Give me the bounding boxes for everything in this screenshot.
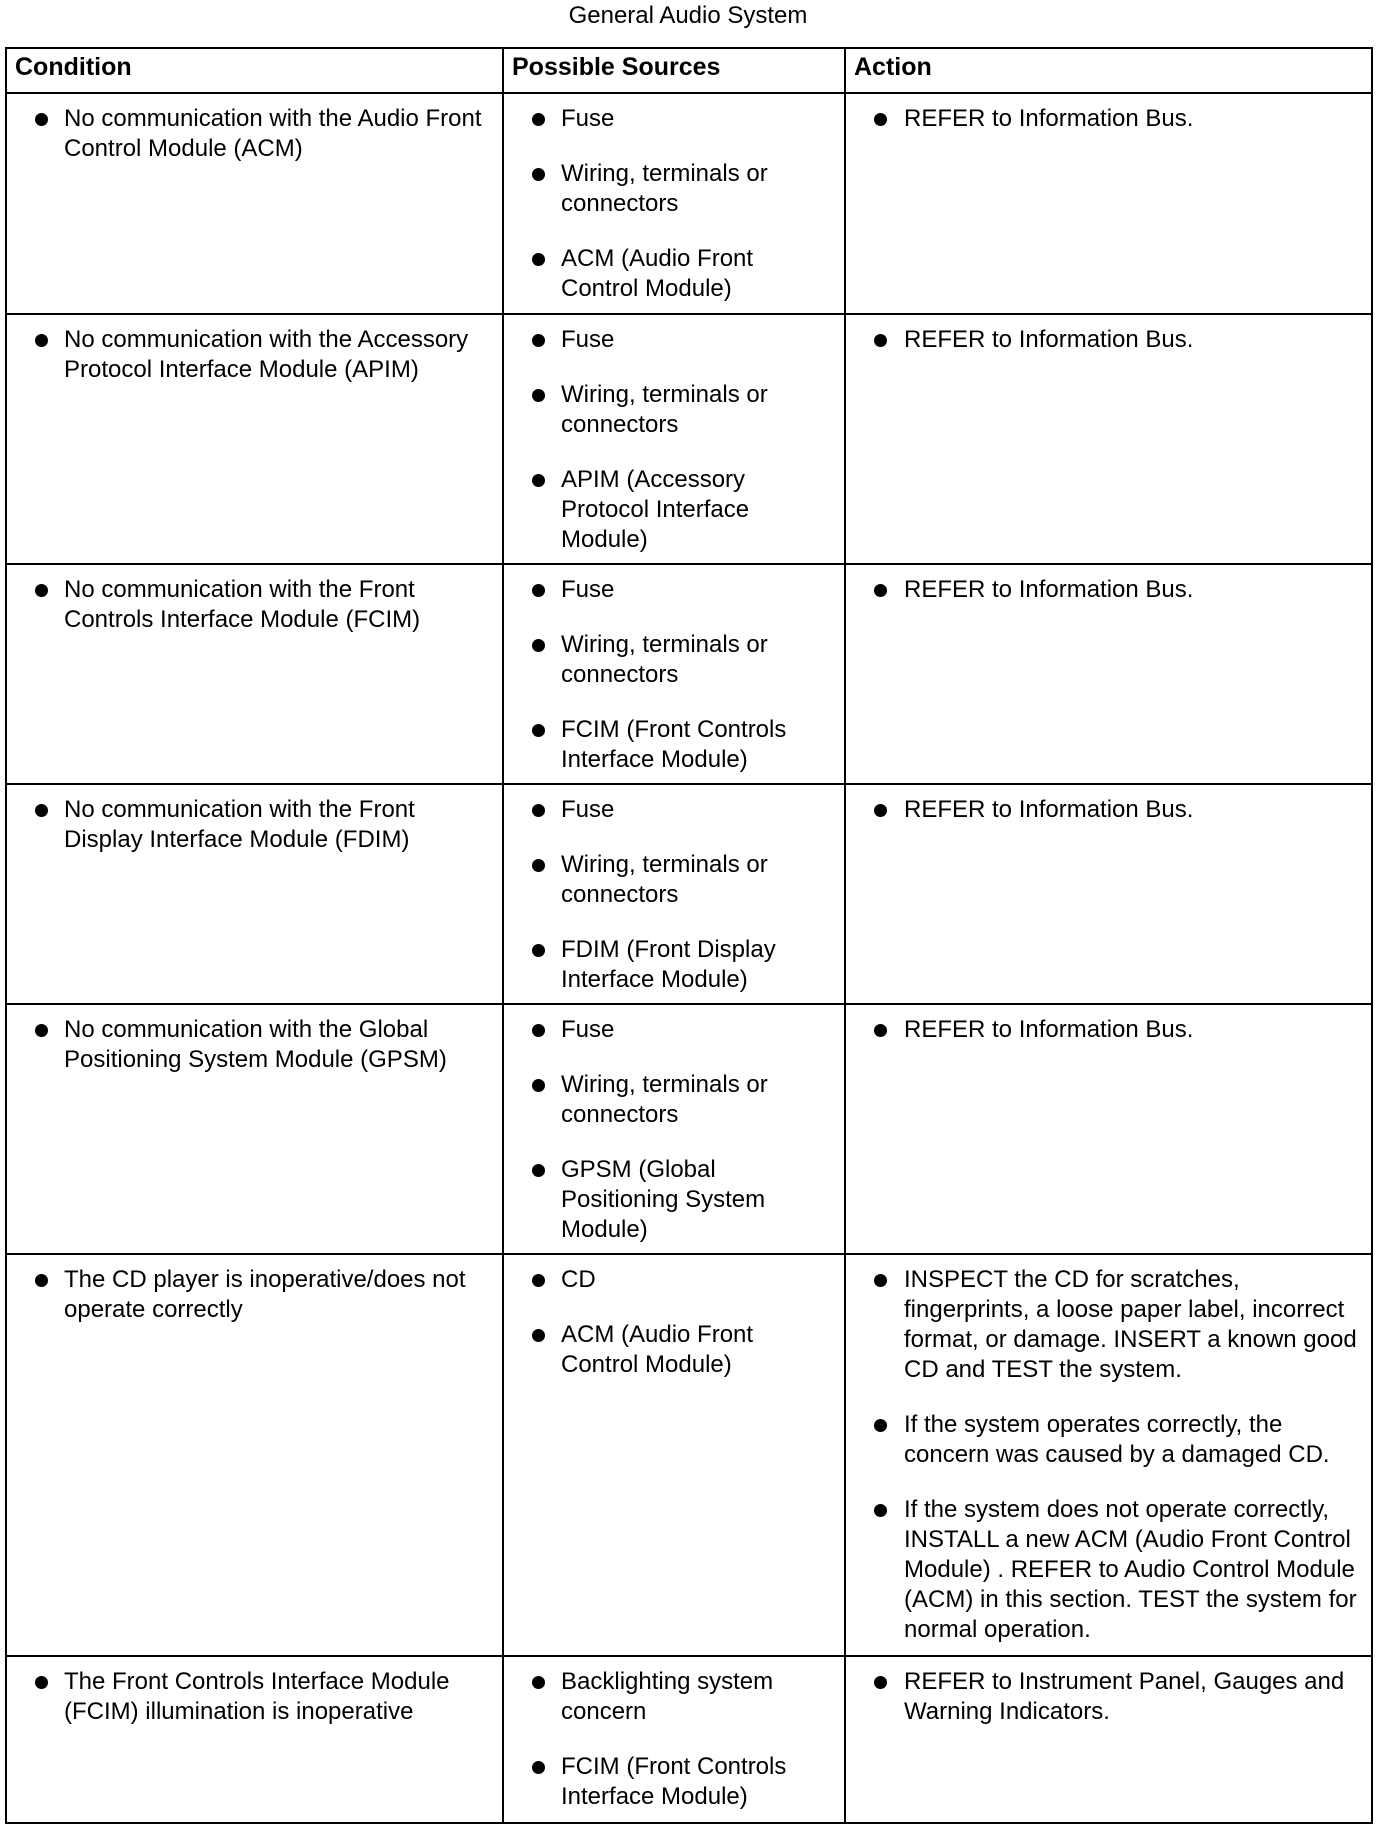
list-item — [504, 850, 836, 910]
bullet-icon — [532, 724, 545, 737]
bullet-list — [7, 1015, 494, 1075]
bullet-icon — [532, 389, 545, 402]
bullet-list — [504, 1667, 836, 1812]
bullet-icon — [532, 1274, 545, 1287]
list-item-text: Wiring, terminals or connectors — [561, 1071, 768, 1128]
action-cell — [845, 314, 1372, 564]
bullet-list — [7, 575, 494, 635]
list-item-text: No communication with the Accessory Protocol Interface Module (APIM) — [64, 326, 469, 383]
table-row — [6, 314, 1372, 564]
bullet-icon — [532, 944, 545, 957]
bullet-icon — [874, 804, 887, 817]
bullet-icon — [35, 1274, 48, 1287]
list-item — [504, 1070, 836, 1130]
bullet-icon — [532, 334, 545, 347]
bullet-icon — [532, 474, 545, 487]
list-item — [7, 325, 494, 385]
list-item — [846, 795, 1363, 825]
list-item-text: REFER to Information Bus. — [904, 796, 1194, 823]
list-item — [504, 465, 836, 555]
list-item — [504, 244, 836, 304]
list-item-text: GPSM (Global Positioning System Module) — [561, 1156, 766, 1243]
list-item-text: REFER to Information Bus. — [904, 576, 1194, 603]
bullet-list — [7, 1265, 494, 1325]
list-item-text: If the system does not operate correctly, INSTALL a new ACM (Audio Front Control Module) . REFER to Audio Control Module (ACM) in this section. TEST the system for normal operation. — [904, 1496, 1357, 1643]
condition-cell — [6, 1656, 503, 1823]
bullet-list — [7, 1667, 494, 1727]
list-item-text: Fuse — [561, 576, 615, 603]
list-item-text: Fuse — [561, 326, 615, 353]
list-item — [504, 380, 836, 440]
bullet-icon — [532, 804, 545, 817]
bullet-icon — [35, 584, 48, 597]
possible-sources-cell — [503, 1656, 845, 1823]
bullet-icon — [532, 1024, 545, 1037]
action-cell — [845, 1004, 1372, 1254]
list-item-text: FDIM (Front Display Interface Module) — [561, 936, 776, 993]
diagnostic-table — [5, 47, 1373, 1824]
bullet-icon — [532, 1761, 545, 1774]
list-item — [504, 1320, 836, 1380]
possible-sources-cell — [503, 564, 845, 784]
list-item-text: The CD player is inoperative/does not operate correctly — [64, 1266, 466, 1323]
list-item-text: Wiring, terminals or connectors — [561, 631, 768, 688]
bullet-icon — [532, 639, 545, 652]
bullet-icon — [874, 1504, 887, 1517]
bullet-list — [846, 795, 1363, 825]
condition-cell — [6, 784, 503, 1004]
list-item-text: No communication with the Front Controls Interface Module (FCIM) — [64, 576, 421, 633]
list-item — [504, 1015, 836, 1045]
action-cell — [845, 564, 1372, 784]
condition-cell — [6, 1004, 503, 1254]
bullet-icon — [874, 113, 887, 126]
bullet-list — [504, 575, 836, 775]
action-cell — [845, 784, 1372, 1004]
bullet-list — [846, 1667, 1363, 1727]
list-item — [846, 325, 1363, 355]
bullet-icon — [532, 113, 545, 126]
list-item-text: INSPECT the CD for scratches, fingerprints, a loose paper label, incorrect format, or damage. INSERT a known good CD and TEST the system. — [904, 1266, 1357, 1383]
possible-sources-cell — [503, 314, 845, 564]
action-cell — [845, 1656, 1372, 1823]
list-item-text: FCIM (Front Controls Interface Module) — [561, 716, 787, 773]
list-item-text: REFER to Information Bus. — [904, 105, 1194, 132]
header-condition: Condition — [6, 48, 503, 93]
bullet-list — [846, 575, 1363, 605]
bullet-icon — [35, 113, 48, 126]
bullet-list — [504, 1015, 836, 1245]
list-item — [846, 1015, 1363, 1045]
action-cell — [845, 93, 1372, 314]
list-item-text: No communication with the Front Display Interface Module (FDIM) — [64, 796, 415, 853]
list-item — [7, 795, 494, 855]
list-item-text: CD — [561, 1266, 596, 1293]
condition-cell — [6, 314, 503, 564]
bullet-icon — [874, 1024, 887, 1037]
list-item-text: Fuse — [561, 1016, 615, 1043]
bullet-icon — [35, 1024, 48, 1037]
list-item — [846, 575, 1363, 605]
bullet-icon — [35, 1676, 48, 1689]
list-item-text: No communication with the Audio Front Control Module (ACM) — [64, 105, 482, 162]
condition-cell — [6, 93, 503, 314]
possible-sources-cell — [503, 93, 845, 314]
bullet-list — [846, 1015, 1363, 1045]
bullet-list — [7, 104, 494, 164]
bullet-icon — [874, 1676, 887, 1689]
list-item-text: FCIM (Front Controls Interface Module) — [561, 1753, 787, 1810]
action-cell — [845, 1254, 1372, 1656]
header-action: Action — [845, 48, 1372, 93]
bullet-icon — [874, 334, 887, 347]
bullet-icon — [874, 584, 887, 597]
bullet-list — [504, 1265, 836, 1380]
list-item — [504, 1752, 836, 1812]
list-item-text: Fuse — [561, 796, 615, 823]
table-row — [6, 1004, 1372, 1254]
list-item — [504, 325, 836, 355]
bullet-icon — [532, 1164, 545, 1177]
bullet-list — [504, 795, 836, 995]
list-item-text: Wiring, terminals or connectors — [561, 851, 768, 908]
list-item-text: ACM (Audio Front Control Module) — [561, 1321, 754, 1378]
table-row — [6, 784, 1372, 1004]
list-item — [504, 1155, 836, 1245]
list-item — [504, 715, 836, 775]
list-item-text: APIM (Accessory Protocol Interface Module) — [561, 466, 750, 553]
list-item — [7, 104, 494, 164]
bullet-icon — [35, 334, 48, 347]
bullet-icon — [532, 1676, 545, 1689]
list-item-text: REFER to Instrument Panel, Gauges and Warning Indicators. — [904, 1668, 1345, 1725]
list-item-text: Wiring, terminals or connectors — [561, 381, 768, 438]
list-item — [7, 575, 494, 635]
table-row — [6, 93, 1372, 314]
list-item — [504, 935, 836, 995]
list-item-text: Wiring, terminals or connectors — [561, 160, 768, 217]
condition-cell — [6, 1254, 503, 1656]
list-item — [504, 159, 836, 219]
bullet-icon — [532, 584, 545, 597]
list-item — [504, 1667, 836, 1727]
bullet-icon — [532, 253, 545, 266]
bullet-icon — [874, 1274, 887, 1287]
list-item-text: No communication with the Global Positioning System Module (GPSM) — [64, 1016, 447, 1073]
possible-sources-cell — [503, 1254, 845, 1656]
header-possible-sources: Possible Sources — [503, 48, 845, 93]
page-title: General Audio System — [568, 2, 808, 29]
list-item-text: Backlighting system concern — [561, 1668, 774, 1725]
bullet-list — [7, 325, 494, 385]
possible-sources-cell — [503, 1004, 845, 1254]
list-item — [846, 1410, 1363, 1470]
bullet-icon — [532, 859, 545, 872]
list-item — [846, 1667, 1363, 1727]
bullet-list — [504, 325, 836, 555]
table-header-row — [6, 48, 1372, 93]
bullet-icon — [532, 168, 545, 181]
table-row — [6, 1254, 1372, 1656]
bullet-list — [846, 1265, 1363, 1645]
condition-cell — [6, 564, 503, 784]
list-item-text: The Front Controls Interface Module (FCIM) illumination is inoperative — [64, 1668, 450, 1725]
list-item — [504, 1265, 836, 1295]
list-item — [846, 1495, 1363, 1645]
bullet-list — [846, 325, 1363, 355]
list-item — [7, 1667, 494, 1727]
possible-sources-cell — [503, 784, 845, 1004]
bullet-list — [846, 104, 1363, 134]
bullet-list — [7, 795, 494, 855]
list-item — [7, 1265, 494, 1325]
list-item-text: REFER to Information Bus. — [904, 326, 1194, 353]
list-item-text: REFER to Information Bus. — [904, 1016, 1194, 1043]
list-item-text: Fuse — [561, 105, 615, 132]
list-item — [504, 630, 836, 690]
list-item — [504, 104, 836, 134]
bullet-list — [504, 104, 836, 304]
table-row — [6, 564, 1372, 784]
bullet-icon — [35, 804, 48, 817]
list-item — [846, 1265, 1363, 1385]
list-item-text: If the system operates correctly, the concern was caused by a damaged CD. — [904, 1411, 1330, 1468]
bullet-icon — [874, 1419, 887, 1432]
list-item-text: ACM (Audio Front Control Module) — [561, 245, 754, 302]
list-item — [846, 104, 1363, 134]
list-item — [504, 575, 836, 605]
bullet-icon — [532, 1329, 545, 1342]
list-item — [7, 1015, 494, 1075]
table-row — [6, 1656, 1372, 1823]
bullet-icon — [532, 1079, 545, 1092]
list-item — [504, 795, 836, 825]
